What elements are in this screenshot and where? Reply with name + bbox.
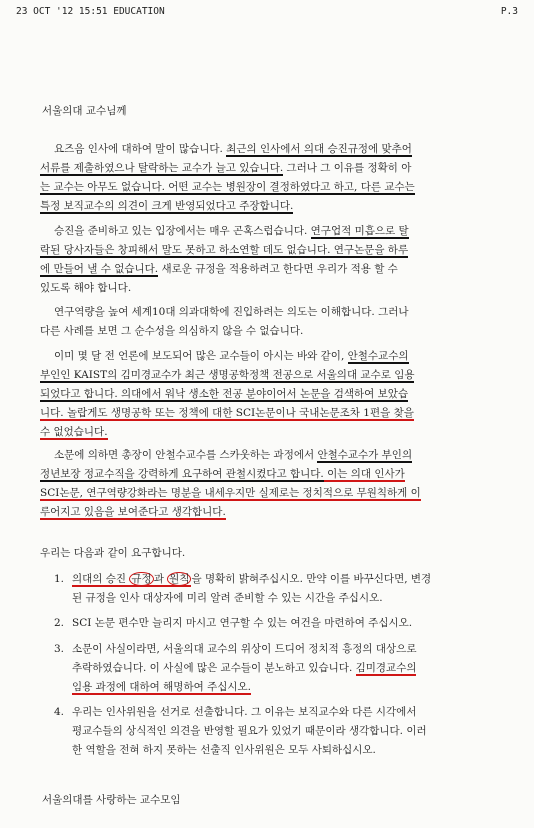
text-segment: 과	[153, 573, 168, 585]
underlined-text: 연구업적 미흡으로 탈	[310, 225, 409, 237]
request-item-4	[56, 703, 496, 760]
red-circled-word: 원칙	[169, 573, 190, 585]
text-line	[40, 178, 495, 197]
text-line	[72, 570, 496, 589]
request-item-2	[56, 614, 496, 633]
text-line	[72, 614, 496, 633]
text-segment: 그러나 그 이유를 정확히 아	[283, 162, 412, 174]
underlined-text: 부인인 KAIST의 김미경교수가 최근 생명공학정책 전공으로 서울의대 교수로 임용	[40, 369, 415, 381]
salutation: 서울의대 교수님께	[42, 105, 127, 117]
text-segment: 요즈음 인사에 대하여 말이 많습니다.	[54, 143, 227, 155]
text-line	[40, 484, 495, 503]
text-line	[72, 703, 496, 722]
text-line	[40, 503, 495, 522]
underlined-text: 정년보장 정교수직을 강력하게 요구하여 관철시켰다고 합니다.	[40, 468, 324, 480]
text-segment: 이미 몇 달 전 언론에 보도되어 많은 교수들이 아시는 바와 같이,	[54, 350, 348, 362]
paragraph-3	[40, 303, 495, 341]
request-item-1	[56, 570, 496, 608]
underlined-text: 최근의 인사에서 의대 승진규정에 맞추어	[226, 143, 412, 155]
fax-header	[16, 6, 518, 20]
text-line	[72, 722, 496, 741]
red-underlined-text: 임용 과정에 대하여 해명하여 주십시오.	[72, 681, 251, 693]
red-underlined-text: 루어지고 있음을 보여준다고 생각합니다.	[40, 506, 226, 518]
red-underlined-text: 김미경교수의	[355, 662, 417, 674]
text-line	[40, 404, 495, 423]
text-line	[72, 659, 496, 678]
text-line	[40, 303, 495, 322]
underlined-text: 락된 당사자들은 창피해서 말도 못하고 하소연할 데도 없습니다. 연구논문을 하루	[40, 244, 409, 256]
red-circled-word: 규정	[131, 573, 152, 585]
fax-header-page-number: P.3	[500, 6, 518, 17]
text-line	[72, 589, 496, 608]
red-underlined-text: 수 없었습니다.	[40, 426, 108, 438]
text-line	[40, 385, 495, 404]
signature: 서울의대를 사랑하는 교수모임	[42, 794, 181, 806]
request-intro: 우리는 다음과 같이 요구합니다.	[40, 547, 186, 559]
red-underlined-text: 이는 의대 인사가	[323, 468, 405, 480]
text-line	[40, 446, 495, 465]
text-segment: 승진을 준비하고 있는 입장에서는 매우 곤혹스럽습니다.	[54, 225, 311, 237]
red-underlined-text: SCI논문, 연구역량강화라는 명분을 내세우지만 실제로는 정치적으로 무원칙하게 이	[40, 487, 421, 499]
paragraph-2	[40, 222, 495, 298]
text-segment: 된 규정을 인사 대상자에 미리 알려 준비할 수 있는 시간을 주십시오.	[72, 592, 383, 604]
underlined-text: 는 교수는 아무도 없습니다. 어떤 교수는 병원장이 결정하였다고 하고, 다른 교수는	[40, 181, 415, 193]
underlined-text: 특정 보직교수의 의견이 크게 반영되었다고 주장합니다.	[40, 200, 294, 212]
request-item-3	[56, 640, 496, 697]
text-segment: 평교수들의 상식적인 의견을 반영할 필요가 있었기 때문이라 생각합니다. 이러	[72, 725, 427, 737]
text-line	[40, 159, 495, 178]
text-line	[40, 366, 495, 385]
text-line	[40, 423, 495, 442]
list-number: 2.	[54, 617, 65, 629]
text-line	[40, 279, 495, 298]
paragraph-1	[40, 140, 495, 216]
paragraph-4	[40, 347, 495, 442]
text-line	[40, 140, 495, 159]
text-line	[40, 197, 495, 216]
list-number: 4.	[54, 706, 65, 718]
underlined-text: 안철수교수가 부인의	[317, 449, 413, 461]
text-segment: 있도록 해야 합니다.	[40, 282, 132, 294]
underlined-text: 서류를 제출하였으나 탈락하는 교수가 늘고 있습니다.	[40, 162, 284, 174]
text-segment: 한 역할을 전혀 하지 못하는 선출직 인사위원은 모두 사퇴하십시오.	[72, 744, 376, 756]
fax-header-left: 23 OCT '12 15:51 EDUCATION	[16, 6, 165, 17]
red-underlined-text	[72, 573, 191, 587]
text-segment: 의대의 승진	[72, 573, 130, 585]
text-line	[40, 322, 495, 341]
underlined-text: 되었다고 합니다. 의대에서 워낙 생소한 전공 분야이어서 논문을 검색하여 보았습	[40, 388, 409, 400]
text-segment: 다른 사례를 보면 그 순수성을 의심하지 않을 수 없습니다.	[40, 325, 304, 337]
red-underlined-text: 니다. 놀랍게도 생명공학 또는 정책에 대한 SCI논문이나 국내논문조차 1편을 찾을	[40, 407, 414, 419]
text-line	[72, 678, 496, 697]
text-line	[40, 347, 495, 366]
paragraph-5	[40, 446, 495, 522]
text-segment: 연구역량을 높여 세계10대 의과대학에 진입하려는 의도는 이해합니다. 그러나	[54, 306, 409, 318]
text-segment: SCI 논문 편수만 늘리지 마시고 연구할 수 있는 여건을 마련하여 주십시오.	[72, 617, 413, 629]
text-segment: 추락하였습니다. 이 사실에 많은 교수들이 분노하고 있습니다.	[72, 662, 356, 674]
text-line	[40, 465, 495, 484]
text-line	[40, 222, 495, 241]
text-segment: 우리는 인사위원을 선거로 선출합니다. 그 이유는 보직교수와 다른 시각에서	[72, 706, 417, 718]
text-line	[40, 241, 495, 260]
text-line	[40, 260, 495, 279]
underlined-text: 에 만들어 낼 수 없습니다.	[40, 263, 159, 275]
text-line	[72, 741, 496, 760]
text-segment: 소문이 사실이라면, 서울의대 교수의 위상이 드디어 정치적 흥정의 대상으로	[72, 643, 417, 655]
text-segment: 소문에 의하면 총장이 안철수교수를 스카웃하는 과정에서	[54, 449, 318, 461]
underlined-text: 안철수교수의	[347, 350, 409, 362]
list-number: 3.	[54, 643, 65, 655]
text-segment: 을 명확히 밝혀주십시오. 만약 이를 바꾸신다면, 변경	[191, 573, 432, 585]
list-number: 1.	[54, 573, 65, 585]
text-segment: 새로운 규정을 적용하려고 한다면 우리가 적용 할 수	[158, 263, 398, 275]
text-line	[72, 640, 496, 659]
